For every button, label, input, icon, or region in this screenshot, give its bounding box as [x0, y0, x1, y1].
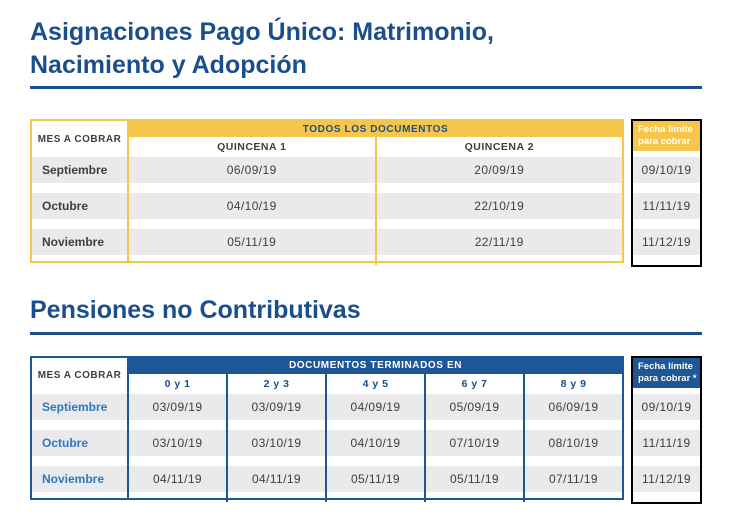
- column-header: 8 y 9: [560, 377, 587, 390]
- pensiones-limit-column: [631, 356, 702, 504]
- date-cell: 05/09/19: [426, 394, 523, 420]
- group-header-label: TODOS LOS DOCUMENTOS: [129, 121, 622, 137]
- asignaciones-month-column: [32, 121, 129, 261]
- date-cell: 22/11/19: [377, 229, 623, 255]
- column-header: 2 y 3: [263, 377, 290, 390]
- asignaciones-table: [30, 119, 702, 267]
- pensiones-table-main: [30, 356, 624, 500]
- pensiones-title: [30, 294, 702, 335]
- date-cell: 03/09/19: [129, 394, 226, 420]
- date-cell: 04/11/19: [228, 466, 325, 492]
- column-quincena-1: [129, 137, 375, 265]
- column-header: 6 y 7: [461, 377, 488, 390]
- row-header-label: MES A COBRAR: [37, 370, 122, 381]
- column-8y9: [523, 374, 622, 502]
- month-cell: Septiembre: [32, 394, 127, 420]
- date-cell: 05/11/19: [327, 466, 424, 492]
- pensiones-data-columns: [129, 358, 622, 498]
- pensiones-title-line1: Pensiones no Contributivas: [30, 296, 361, 324]
- asignaciones-limit-column: [631, 119, 702, 267]
- date-cell: 07/11/19: [525, 466, 622, 492]
- column-header: QUINCENA 1: [217, 141, 287, 153]
- date-cell: 04/09/19: [327, 394, 424, 420]
- asignaciones-table-main: [30, 119, 624, 263]
- date-cell: 05/11/19: [426, 466, 523, 492]
- asignaciones-data-columns: [129, 121, 622, 261]
- limit-date-cell: 11/11/19: [633, 193, 700, 219]
- date-cell: 20/09/19: [377, 157, 623, 183]
- month-cell: Noviembre: [32, 229, 127, 255]
- date-cell: 03/10/19: [228, 430, 325, 456]
- limit-date-cell: 11/12/19: [633, 466, 700, 492]
- date-cell: 03/10/19: [129, 430, 226, 456]
- limit-date-cell: 09/10/19: [633, 394, 700, 420]
- date-cell: 04/11/19: [129, 466, 226, 492]
- document-ending-columns: [129, 374, 622, 502]
- limit-date-cell: 09/10/19: [633, 157, 700, 183]
- date-cell: 04/10/19: [327, 430, 424, 456]
- column-header: QUINCENA 2: [464, 141, 534, 153]
- date-cell: 03/09/19: [228, 394, 325, 420]
- limit-date-cell: 11/11/19: [633, 430, 700, 456]
- month-cell: Noviembre: [32, 466, 127, 492]
- asignaciones-title-line1: Asignaciones Pago Único: Matrimonio,: [30, 18, 494, 46]
- date-cell: 08/10/19: [525, 430, 622, 456]
- date-cell: 04/10/19: [129, 193, 375, 219]
- column-quincena-2: [375, 137, 623, 265]
- column-2y3: [226, 374, 325, 502]
- row-header-label: MES A COBRAR: [37, 133, 122, 145]
- asignaciones-title-line2: Nacimiento y Adopción: [30, 50, 307, 79]
- column-header: 0 y 1: [164, 377, 191, 390]
- limit-header-label: Fecha límite para cobrar: [633, 121, 700, 151]
- date-cell: 05/11/19: [129, 229, 375, 255]
- table-gap: [624, 356, 631, 504]
- month-cell: Septiembre: [32, 157, 127, 183]
- column-4y5: [325, 374, 424, 502]
- limit-date-cell: 11/12/19: [633, 229, 700, 255]
- pensiones-table: [30, 356, 702, 504]
- limit-header-label: Fecha límite para cobrar *: [633, 358, 700, 388]
- asignaciones-title: [30, 16, 702, 89]
- date-cell: 06/09/19: [525, 394, 622, 420]
- pensiones-month-column: [32, 358, 129, 498]
- quincena-columns: [129, 137, 622, 265]
- date-cell: 22/10/19: [377, 193, 623, 219]
- column-header: 4 y 5: [362, 377, 389, 390]
- month-cell: Octubre: [32, 430, 127, 456]
- table-gap: [624, 119, 631, 267]
- group-header-label: DOCUMENTOS TERMINADOS EN: [129, 358, 622, 374]
- date-cell: 07/10/19: [426, 430, 523, 456]
- month-cell: Octubre: [32, 193, 127, 219]
- column-0y1: [129, 374, 226, 502]
- date-cell: 06/09/19: [129, 157, 375, 183]
- column-6y7: [424, 374, 523, 502]
